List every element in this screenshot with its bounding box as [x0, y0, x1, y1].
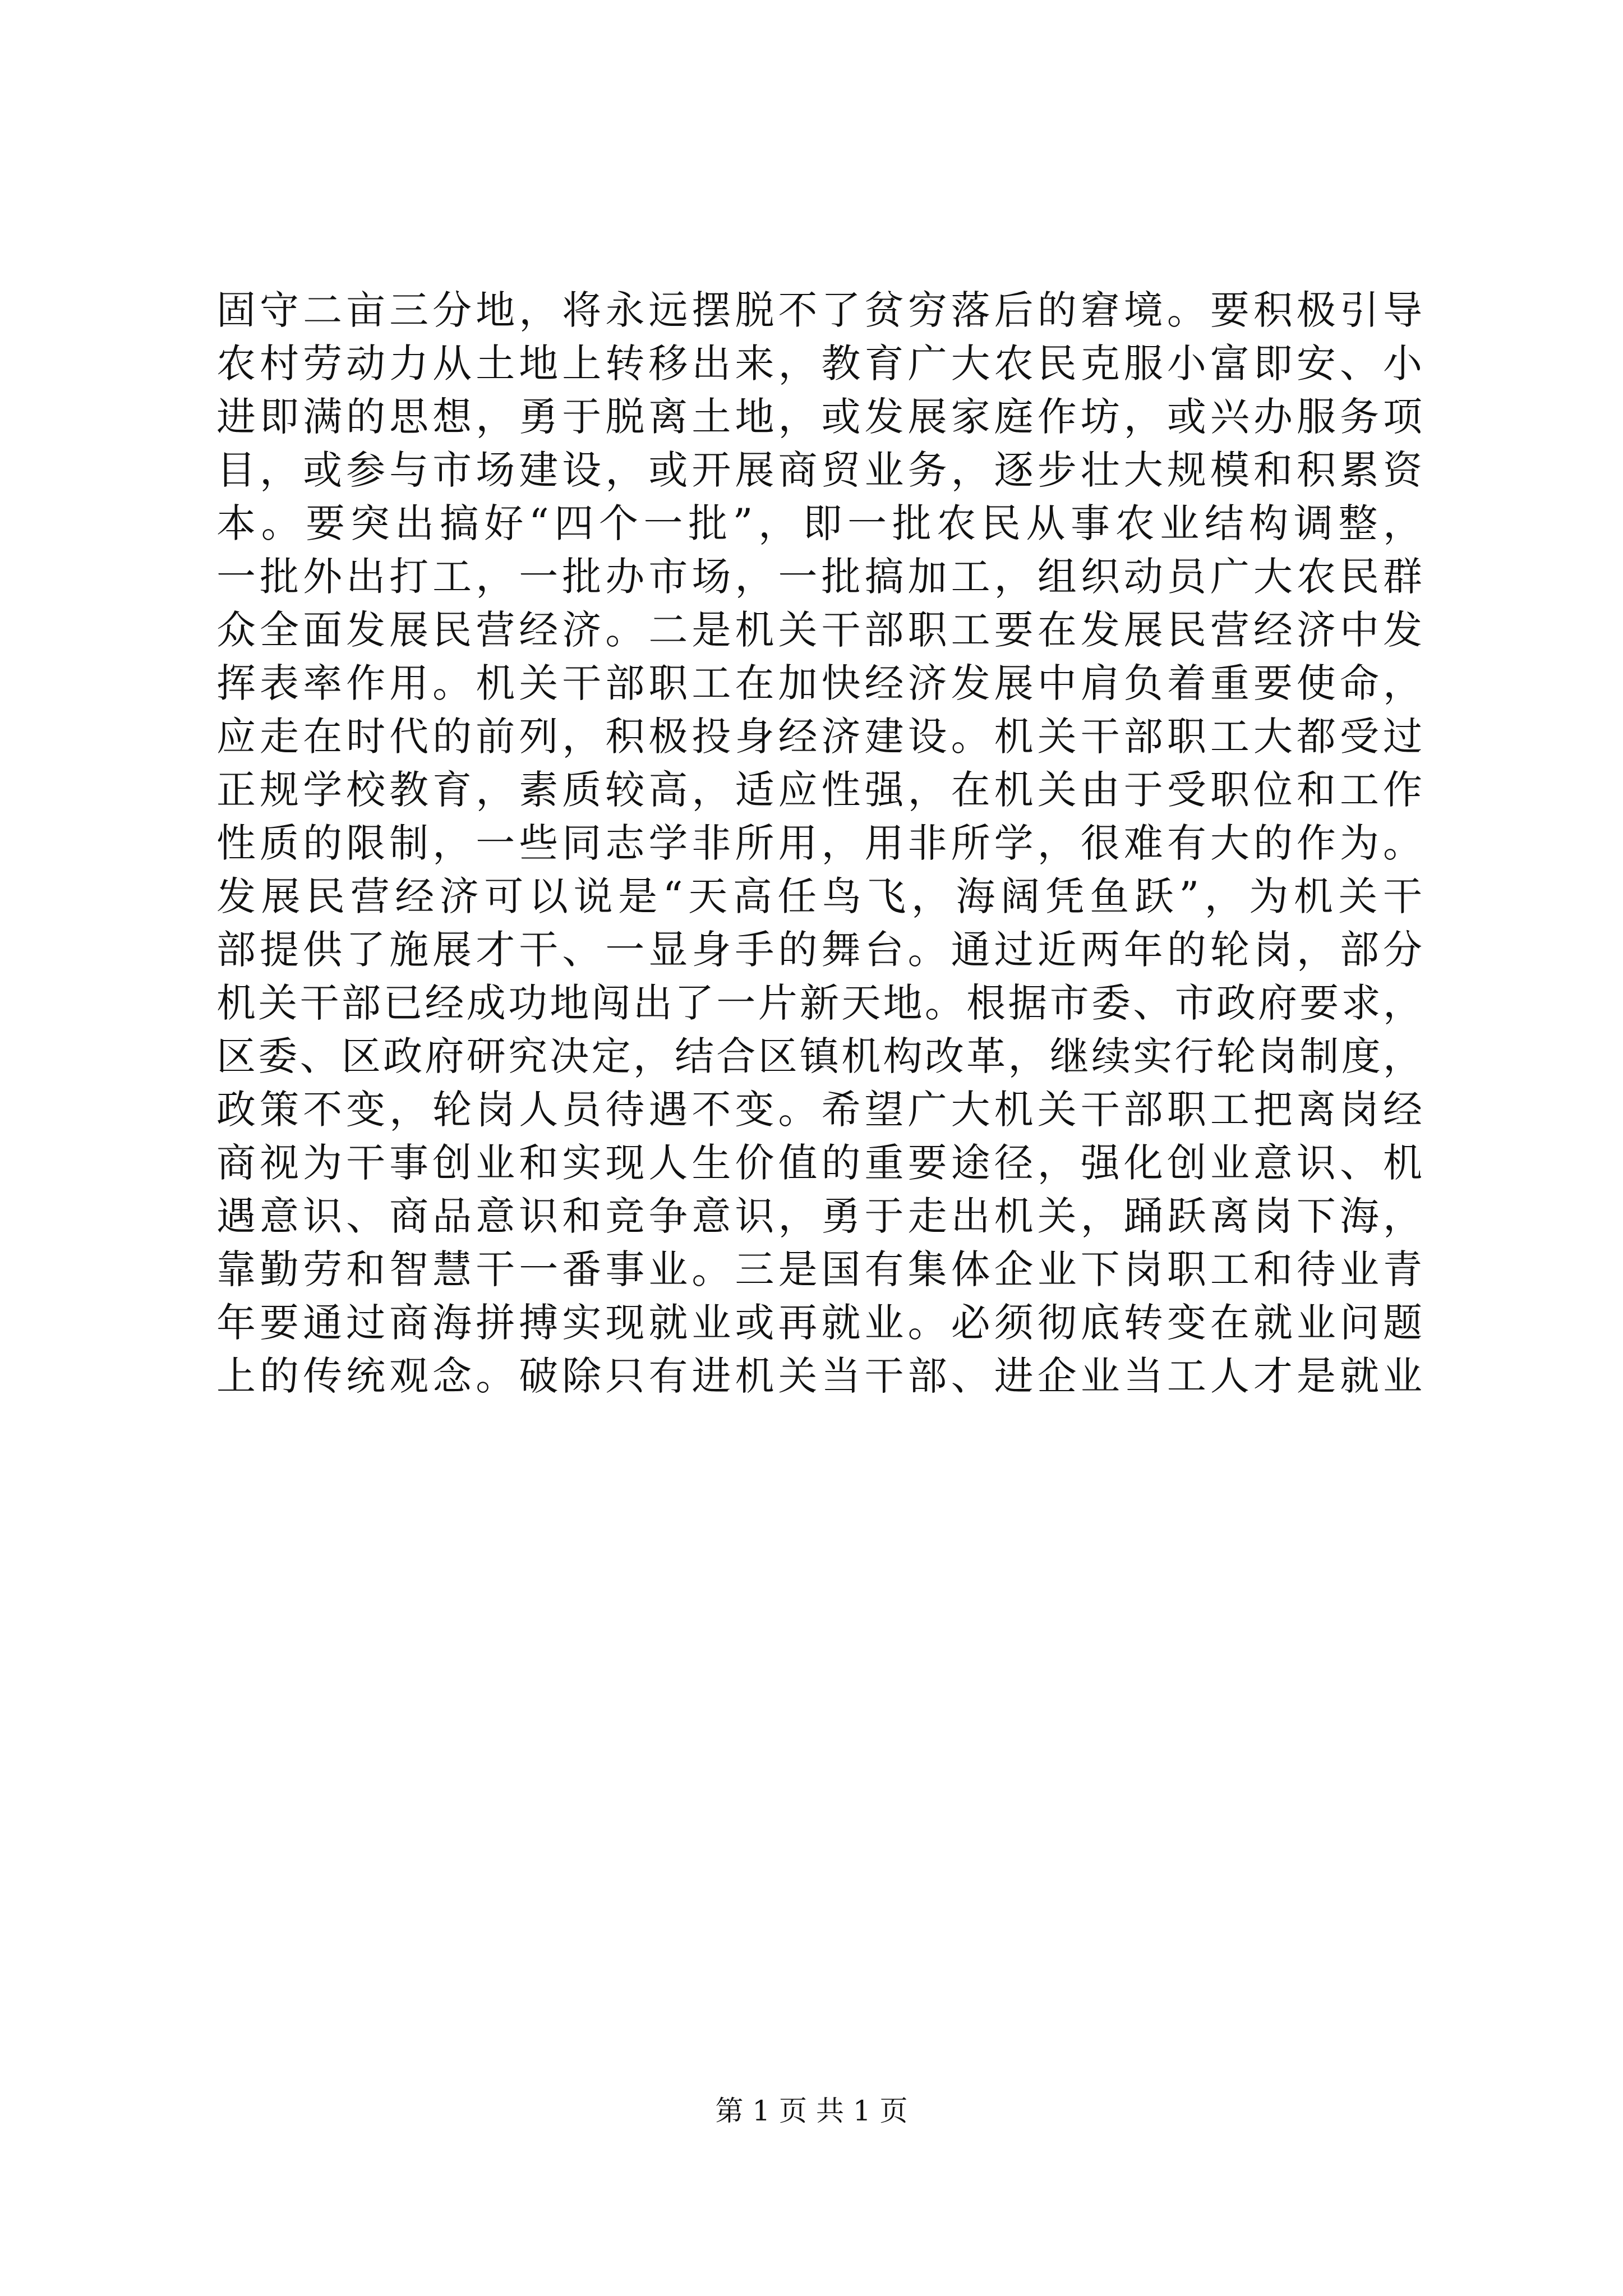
text-line: 农村劳动力从土地上转移出来，教育广大农民克服小富即安、小	[216, 341, 1422, 386]
text-line: 众全面发展民营经济。二是机关干部职工要在发展民营经济中发	[216, 607, 1422, 653]
text-line: 本。要突出搞好“四个一批”，即一批农民从事农业结构调整，	[216, 500, 1422, 546]
text-line: 靠勤劳和智慧干一番事业。三是国有集体企业下岗职工和待业青	[216, 1246, 1422, 1292]
text-line: 商视为干事创业和实现人生价值的重要途径，强化创业意识、机	[216, 1140, 1422, 1186]
text-line: 部提供了施展才干、一显身手的舞台。通过近两年的轮岗，部分	[216, 927, 1422, 973]
text-line: 机关干部已经成功地闯出了一片新天地。根据市委、市政府要求，	[216, 980, 1422, 1026]
text-line: 性质的限制，一些同志学非所用，用非所学，很难有大的作为。	[216, 820, 1422, 866]
text-line: 进即满的思想，勇于脱离土地，或发展家庭作坊，或兴办服务项	[216, 394, 1422, 440]
text-line: 发展民营经济可以说是“天高任鸟飞，海阔凭鱼跃”，为机关干	[216, 873, 1422, 919]
text-line: 政策不变，轮岗人员待遇不变。希望广大机关干部职工把离岗经	[216, 1087, 1422, 1133]
text-line: 区委、区政府研究决定，结合区镇机构改革，继续实行轮岗制度，	[216, 1033, 1422, 1079]
text-line: 一批外出打工，一批办市场，一批搞加工，组织动员广大农民群	[216, 554, 1422, 600]
text-line: 正规学校教育，素质较高，适应性强，在机关由于受职位和工作	[216, 767, 1422, 813]
text-line: 挥表率作用。机关干部职工在加快经济发展中肩负着重要使命，	[216, 660, 1422, 706]
text-line: 固守二亩三分地，将永远摆脱不了贫穷落后的窘境。要积极引导	[216, 287, 1422, 333]
text-line: 遇意识、商品意识和竞争意识，勇于走出机关，踊跃离岗下海，	[216, 1193, 1422, 1239]
text-line: 上的传统观念。破除只有进机关当干部、进企业当工人才是就业	[216, 1353, 1422, 1399]
text-line: 年要通过商海拼搏实现就业或再就业。必须彻底转变在就业问题	[216, 1300, 1422, 1346]
body-text	[216, 284, 1422, 1403]
page-number-label: 第 1 页 共 1 页	[715, 2095, 908, 2127]
page-footer	[0, 2091, 1623, 2131]
text-line: 应走在时代的前列，积极投身经济建设。机关干部职工大都受过	[216, 714, 1422, 760]
text-line: 目，或参与市场建设，或开展商贸业务，逐步壮大规模和积累资	[216, 447, 1422, 493]
